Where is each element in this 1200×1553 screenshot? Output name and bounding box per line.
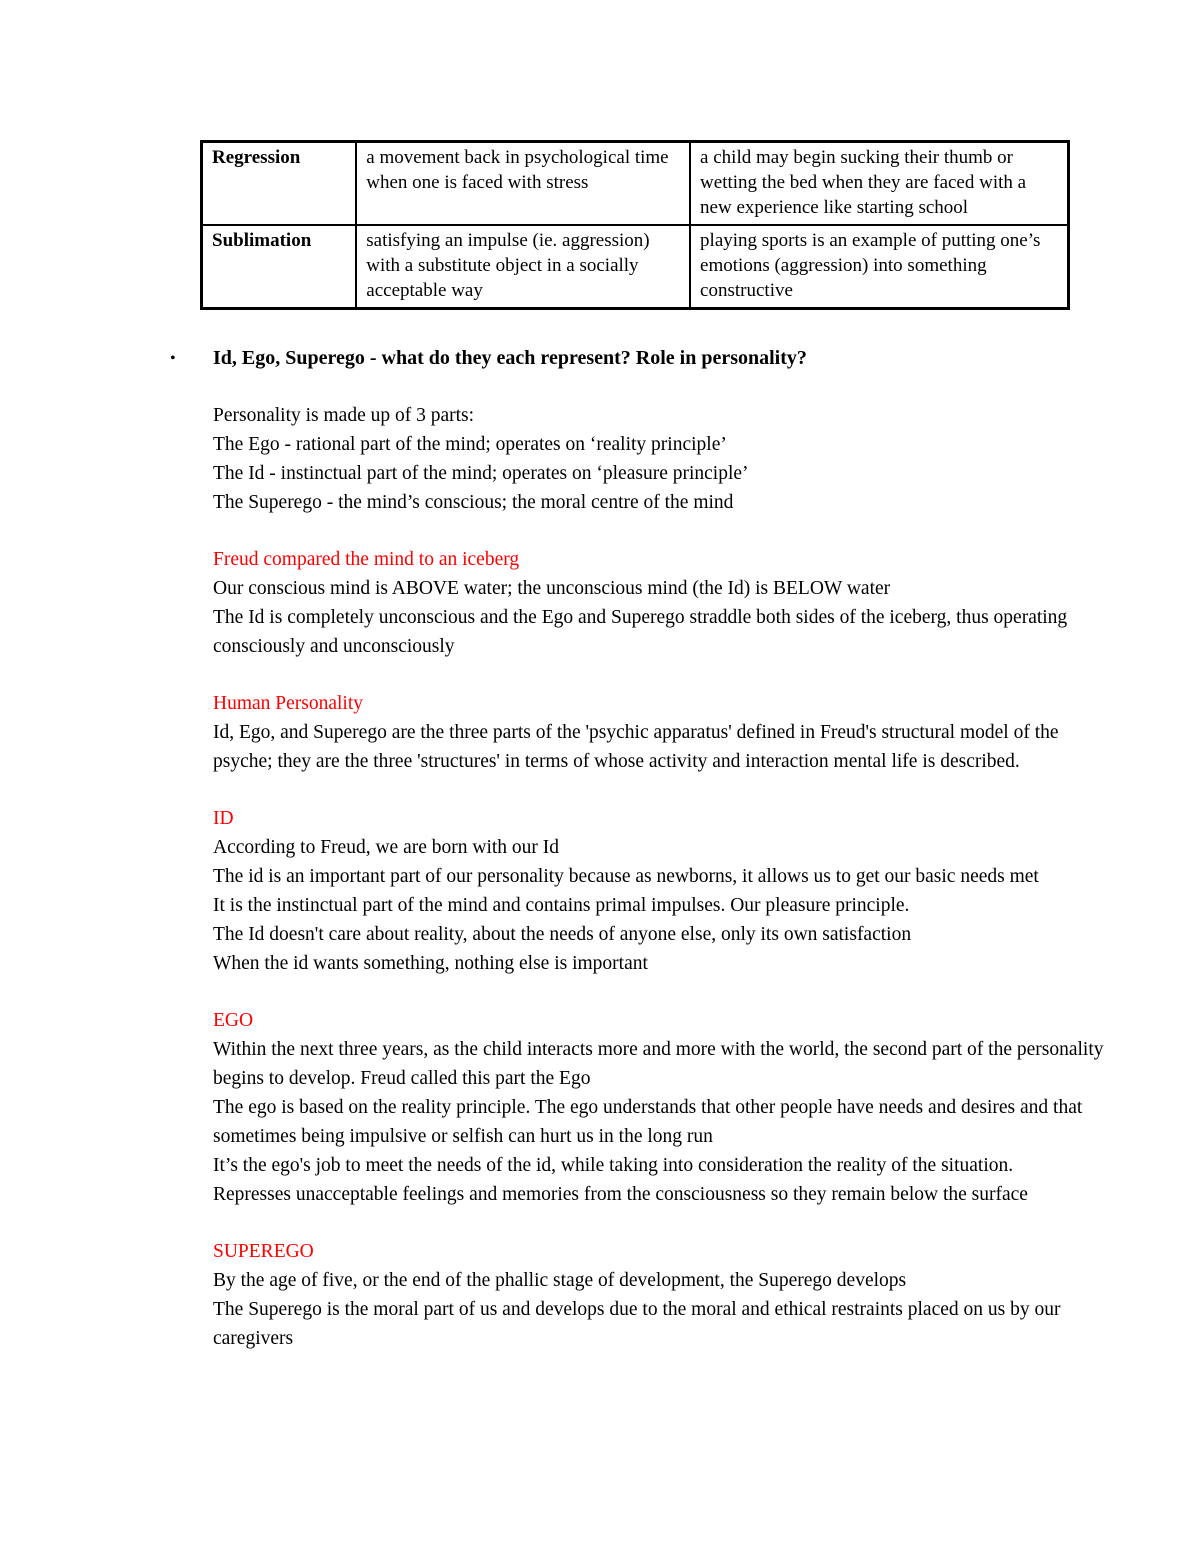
bullet-icon: •: [170, 350, 176, 367]
paragraph-ego: [213, 1006, 1118, 1209]
text-line: It is the instinctual part of the mind and contains primal impulses. Our pleasure principle.: [213, 895, 910, 916]
text-line: By the age of five, or the end of the phallic stage of development, the Superego develops: [213, 1270, 907, 1291]
definition-cell: a movement back in psychological time when one is faced with stress: [356, 142, 690, 226]
question-heading: Id, Ego, Superego - what do they each represent? Role in personality?: [213, 347, 807, 369]
text-line: The ego is based on the reality principle. The ego understands that other people have needs and desires and that sometimes being impulsive or selfish can hurt us in the long run: [213, 1097, 1083, 1147]
notes-content: [213, 401, 1118, 1353]
paragraph-id: [213, 804, 1118, 978]
defense-mechanisms-table: [200, 140, 1070, 310]
example-cell: a child may begin sucking their thumb or wetting the bed when they are faced with a new experience like starting school: [690, 142, 1068, 226]
section-heading-id: ID: [213, 808, 234, 829]
text-line: The Id - instinctual part of the mind; operates on ‘pleasure principle’: [213, 463, 749, 484]
example-cell: playing sports is an example of putting one’s emotions (aggression) into something constructive: [690, 225, 1068, 309]
paragraph-personality-parts: [213, 401, 1118, 517]
section-heading-ego: EGO: [213, 1010, 254, 1031]
term-cell: Regression: [202, 142, 357, 226]
definition-cell: satisfying an impulse (ie. aggression) with a substitute object in a socially acceptable way: [356, 225, 690, 309]
paragraph-superego: [213, 1237, 1118, 1353]
table-row-sublimation: [202, 225, 1069, 309]
text-line: Id, Ego, and Superego are the three parts of the 'psychic apparatus' defined in Freud's structural model of the psyche; they are the three 'structures' in terms of whose activity and interaction mental life is described.: [213, 722, 1059, 772]
text-line: Represses unacceptable feelings and memories from the consciousness so they remain below the surface: [213, 1184, 1028, 1205]
text-line: The id is an important part of our personality because as newborns, it allows us to get our basic needs met: [213, 866, 1039, 887]
text-line: When the id wants something, nothing else is important: [213, 953, 648, 974]
text-line: The Id doesn't care about reality, about the needs of anyone else, only its own satisfaction: [213, 924, 912, 945]
section-heading-iceberg: Freud compared the mind to an iceberg: [213, 549, 520, 570]
paragraph-human-personality: [213, 689, 1118, 776]
paragraph-iceberg: [213, 545, 1118, 661]
text-line: Personality is made up of 3 parts:: [213, 405, 475, 426]
text-line: Our conscious mind is ABOVE water; the unconscious mind (the Id) is BELOW water: [213, 578, 891, 599]
section-heading-human-personality: Human Personality: [213, 693, 364, 714]
text-line: According to Freud, we are born with our Id: [213, 837, 560, 858]
bullet-list-item: [170, 344, 1110, 373]
text-line: The Id is completely unconscious and the Ego and Superego straddle both sides of the iceberg, thus operating consciously and unconsciously: [213, 607, 1068, 657]
text-line: It’s the ego's job to meet the needs of the id, while taking into consideration the reality of the situation.: [213, 1155, 1014, 1176]
text-line: The Superego - the mind’s conscious; the moral centre of the mind: [213, 492, 734, 513]
text-line: The Superego is the moral part of us and develops due to the moral and ethical restraints placed on us by our caregivers: [213, 1299, 1061, 1349]
table-row-regression: [202, 142, 1069, 226]
text-line: The Ego - rational part of the mind; operates on ‘reality principle’: [213, 434, 727, 455]
term-cell: Sublimation: [202, 225, 357, 309]
section-heading-superego: SUPEREGO: [213, 1241, 314, 1262]
text-line: Within the next three years, as the child interacts more and more with the world, the second part of the personality begins to develop. Freud called this part the Ego: [213, 1039, 1104, 1089]
